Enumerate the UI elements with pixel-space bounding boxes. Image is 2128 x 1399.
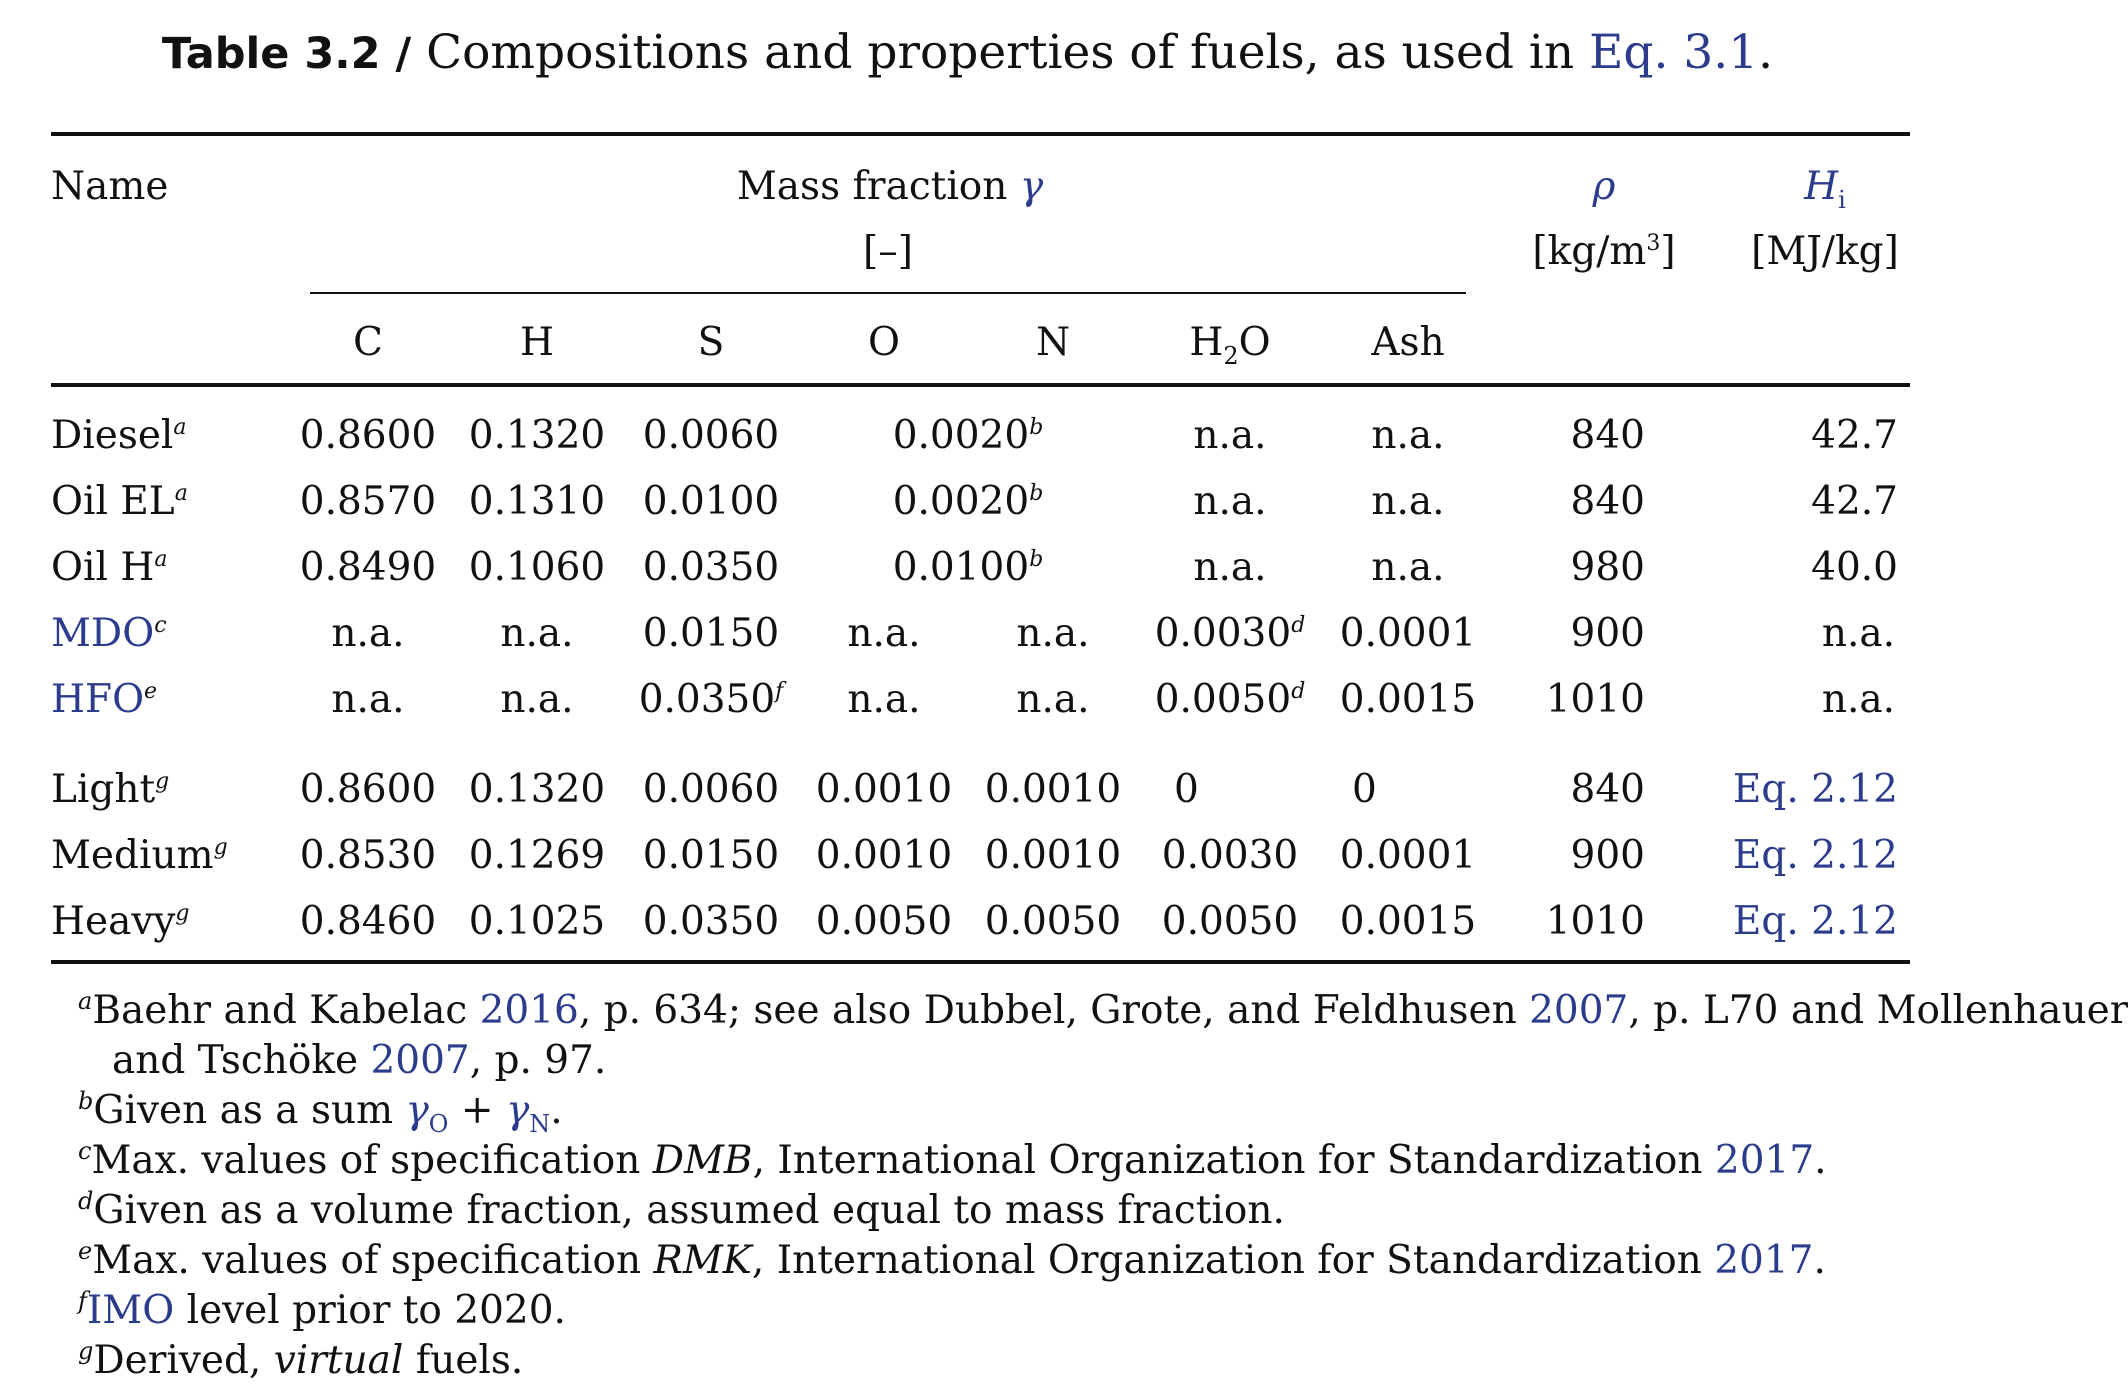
cell-hi: 42.7 (1811, 413, 1898, 458)
row-name: Heavy$^g$ (51, 899, 190, 944)
cell-rho: 1010 (1545, 677, 1645, 722)
cell-rho: 1010 (1545, 899, 1645, 944)
cell-h2o: n.a. (1193, 413, 1267, 458)
cell-h2o: 0 (1174, 767, 1199, 812)
cell-s: 0.0350$^f$ (638, 677, 784, 722)
mass-fraction-rule (310, 292, 1466, 294)
header-rule (51, 383, 1910, 387)
cell-o-n: 0.0020$^b$ (892, 479, 1044, 524)
cell-rho: 840 (1570, 479, 1645, 524)
caption-text: Compositions and properties of fuels, as used in (426, 25, 1590, 80)
row-name: Diesel$^a$ (51, 413, 187, 458)
cell-n: 0.0050 (984, 899, 1122, 944)
footnote-a: $^a$Baehr and Kabelac 2016, p. 634; see also Dubbel, Grote, and Feldhusen 2007, p. L70 and Mollenhauer (78, 987, 2128, 1033)
cell-rho: 840 (1570, 767, 1645, 812)
cell-ash: 0.0015 (1339, 677, 1477, 722)
cell-c: 0.8490 (299, 545, 437, 590)
cell-hi: n.a. (1821, 677, 1895, 722)
col-header-n: N (1035, 320, 1071, 365)
cell-s: 0.0060 (642, 767, 780, 812)
top-rule (51, 132, 1910, 136)
caption-eq-link[interactable]: Eq. 3.1 (1589, 25, 1759, 80)
col-header-s: S (697, 320, 725, 365)
footnote-f: $^f$IMO level prior to 2020. (78, 1287, 566, 1333)
cell-n: n.a. (1016, 611, 1090, 656)
cell-h2o: 0.0030 (1161, 833, 1299, 878)
cell-hi-eq-link[interactable]: Eq. 2.12 (1732, 833, 1898, 878)
cell-o: 0.0050 (815, 899, 953, 944)
row-name: Medium$^g$ (51, 833, 228, 878)
cell-c: n.a. (331, 611, 405, 656)
col-header-h: H (519, 320, 555, 365)
cell-rho: 980 (1570, 545, 1645, 590)
cell-ash: 0 (1352, 767, 1377, 812)
col-header-h2o: $H_2O$ (1189, 320, 1271, 370)
bottom-rule (51, 960, 1910, 964)
cell-h: n.a. (500, 611, 574, 656)
cell-o: 0.0010 (815, 767, 953, 812)
cell-s: 0.0350 (642, 545, 780, 590)
row-name-link[interactable]: MDO$^c$ (51, 611, 167, 656)
cell-hi-eq-link[interactable]: Eq. 2.12 (1732, 767, 1898, 812)
gamma-symbol[interactable]: γ (1019, 164, 1044, 209)
gamma-o-symbol[interactable]: $\gamma_O$ (405, 1088, 449, 1138)
cell-c: 0.8600 (299, 767, 437, 812)
cite-year-link[interactable]: 2017 (1714, 1138, 1815, 1183)
cell-s: 0.0060 (642, 413, 780, 458)
cell-h: 0.1310 (468, 479, 606, 524)
table-caption: Table 3.2 / Compositions and properties of fuels, as used in Eq. 3.1. (161, 25, 1774, 80)
caption-label: Table 3.2 / (161, 29, 412, 79)
cell-rho: 900 (1570, 611, 1645, 656)
header-hi[interactable]: $H_i$ (1804, 164, 1846, 214)
col-header-c: C (353, 320, 383, 365)
cell-h: 0.1320 (468, 413, 606, 458)
footnote-e: $^e$Max. values of specification RMK, International Organization for Standardization 2017. (78, 1237, 1826, 1283)
footnote-g: $^g$Derived, virtual fuels. (78, 1337, 524, 1383)
cell-hi-eq-link[interactable]: Eq. 2.12 (1732, 899, 1898, 944)
cell-o-n: 0.0020$^b$ (892, 413, 1044, 458)
cell-ash: n.a. (1371, 479, 1445, 524)
cell-o: n.a. (847, 611, 921, 656)
cell-o-n: 0.0100$^b$ (892, 545, 1044, 590)
cell-h2o: 0.0030$^d$ (1154, 611, 1306, 656)
header-hi-unit: [MJ/kg] (1751, 229, 1899, 274)
header-name: Name (51, 164, 169, 209)
cell-hi: 42.7 (1811, 479, 1898, 524)
cell-h: 0.1269 (468, 833, 606, 878)
cell-c: 0.8460 (299, 899, 437, 944)
cell-h2o: n.a. (1193, 479, 1267, 524)
cell-s: 0.0150 (642, 833, 780, 878)
cell-c: n.a. (331, 677, 405, 722)
footnote-d: $^d$Given as a volume fraction, assumed equal to mass fraction. (78, 1187, 1285, 1233)
cell-n: 0.0010 (984, 767, 1122, 812)
cite-year-link[interactable]: 2016 (479, 988, 579, 1033)
cell-ash: n.a. (1371, 413, 1445, 458)
cell-h2o: 0.0050$^d$ (1154, 677, 1306, 722)
cite-year-link[interactable]: 2007 (1529, 988, 1629, 1033)
cite-year-link[interactable]: 2007 (370, 1038, 470, 1083)
cell-h: 0.1320 (468, 767, 606, 812)
cell-hi: 40.0 (1811, 545, 1898, 590)
cell-c: 0.8530 (299, 833, 437, 878)
cell-h2o: n.a. (1193, 545, 1267, 590)
row-name: Oil $H^a$ (51, 545, 168, 590)
cell-h: 0.1060 (468, 545, 606, 590)
cell-n: 0.0010 (984, 833, 1122, 878)
header-mass-unit: [–] (863, 229, 913, 274)
col-header-o: O (868, 320, 900, 365)
cell-o: n.a. (847, 677, 921, 722)
cell-ash: 0.0015 (1339, 899, 1477, 944)
cell-ash: 0.0001 (1339, 833, 1477, 878)
cell-s: 0.0100 (642, 479, 780, 524)
row-name: Oil $EL^a$ (51, 479, 188, 524)
footnote-b: $^b$Given as a sum $\gamma_O + \gamma_N$. (78, 1087, 563, 1138)
footnote-c: $^c$Max. values of specification DMB, International Organization for Standardization 2017. (78, 1137, 1827, 1183)
cell-n: n.a. (1016, 677, 1090, 722)
cell-hi: n.a. (1821, 611, 1895, 656)
gamma-n-symbol[interactable]: $\gamma_N$ (505, 1088, 551, 1138)
cell-h: n.a. (500, 677, 574, 722)
row-name: Light$^g$ (51, 767, 170, 812)
cell-ash: 0.0001 (1339, 611, 1477, 656)
cell-h: 0.1025 (468, 899, 606, 944)
cell-h2o: 0.0050 (1161, 899, 1299, 944)
header-rho[interactable]: ρ (1592, 164, 1616, 209)
cell-rho: 900 (1570, 833, 1645, 878)
cell-s: 0.0150 (642, 611, 780, 656)
cell-o: 0.0010 (815, 833, 953, 878)
imo-link[interactable]: IMO (86, 1288, 175, 1333)
cell-ash: n.a. (1371, 545, 1445, 590)
footnote-a-continued: and Tschöke 2007, p. 97. (112, 1038, 607, 1083)
cell-s: 0.0350 (642, 899, 780, 944)
header-rho-unit: $[kg/m^3]$ (1532, 229, 1676, 274)
col-header-ash: Ash (1371, 320, 1445, 365)
row-name-link[interactable]: HFO$^e$ (51, 677, 158, 722)
cite-year-link[interactable]: 2017 (1714, 1238, 1814, 1283)
cell-c: 0.8600 (299, 413, 437, 458)
header-mass-fraction: Mass fraction γ (736, 164, 1044, 209)
cell-c: 0.8570 (299, 479, 437, 524)
cell-rho: 840 (1570, 413, 1645, 458)
